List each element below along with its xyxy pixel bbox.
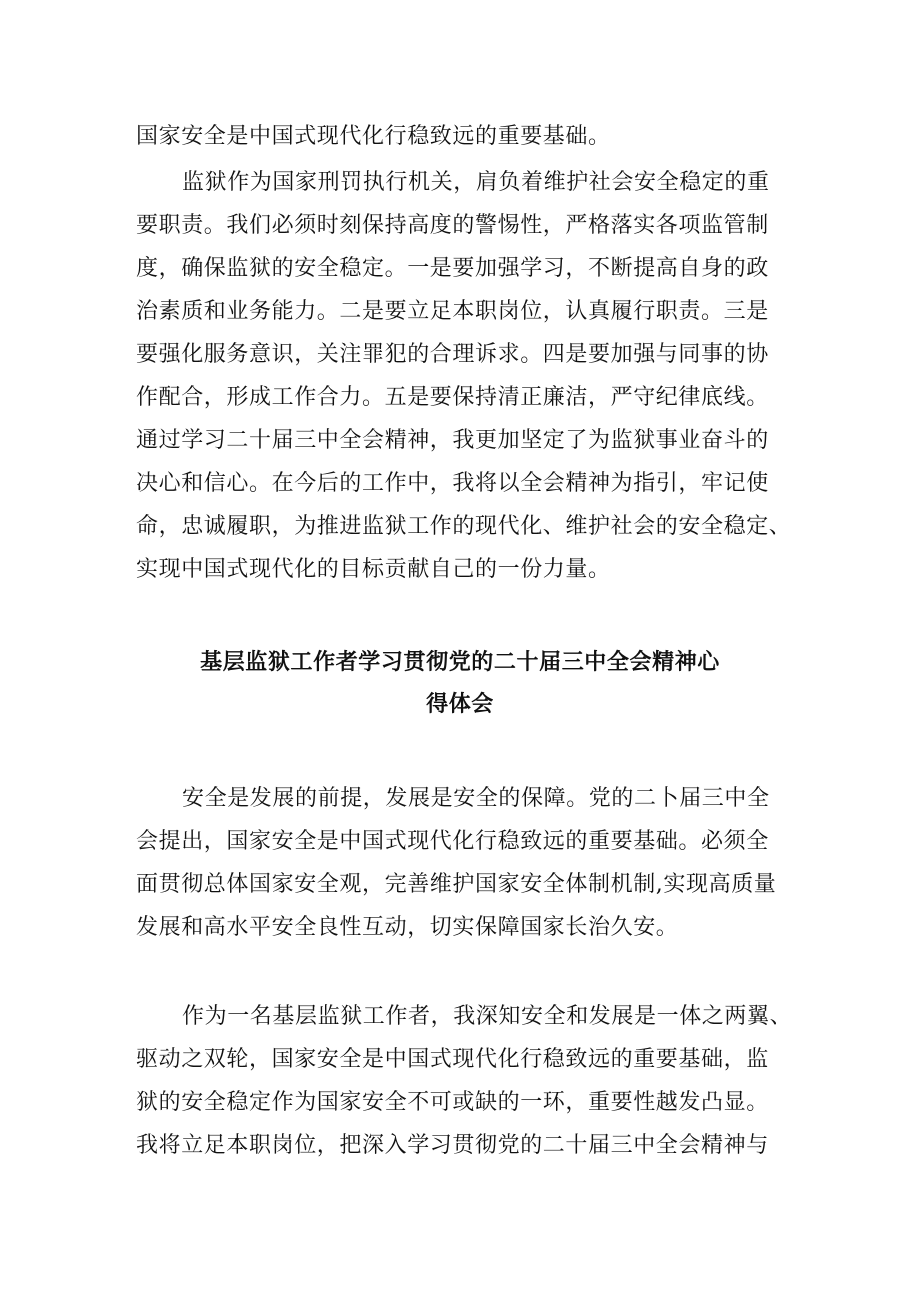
paragraph-2-line-7: 通过学习二十届三中全会精神，我更加坚定了为监狱事业奋斗的 xyxy=(136,428,769,453)
paragraph-2-line-2: 要职责。我们必须时刻保持高度的警惕性，严格落实各项监管制 xyxy=(136,213,769,238)
article-title-line-2: 得体会 xyxy=(426,692,494,717)
paragraph-2-line-5: 要强化服务意识，关注罪犯的合理诉求。四是要加强与同事的协 xyxy=(136,342,769,367)
paragraph-2-line-9: 命，忠诚履职，为推进监狱工作的现代化、维护社会的安全稳定、 xyxy=(136,514,792,539)
paragraph-4-line-3: 狱的安全稳定作为国家安全不可或缺的一环，重要性越发凸显。 xyxy=(136,1090,769,1115)
paragraph-4-line-1: 作为一名基层监狱工作者，我深知安全和发展是一体之两翼、 xyxy=(182,1004,793,1029)
paragraph-3-line-1: 安全是发展的前提，发展是安全的保障。党的二卜届三中全 xyxy=(182,786,770,811)
paragraph-2-line-10: 实现中国式现代化的目标贡献自己的一份力量。 xyxy=(136,557,611,582)
paragraph-4-line-2: 驱动之双轮，国家安全是中国式现代化行稳致远的重要基础，监 xyxy=(136,1047,769,1072)
paragraph-3-line-2: 会提出，国家安全是中国式现代化行稳致远的重要基础。必须全 xyxy=(136,829,769,854)
paragraph-3-line-4: 发展和高水平安全良性互动，切实保障国家长治久安。 xyxy=(136,915,679,940)
paragraph-4-line-4: 我将立足本职岗位，把深入学习贯彻党的二十届三中全会精神与 xyxy=(136,1133,769,1158)
paragraph-2-line-6: 作配合，形成工作合力。五是要保持清正廉洁，严守纪律底线。 xyxy=(136,385,769,410)
paragraph-2-line-8: 决心和信心。在今后的工作中，我将以全会精神为指引，牢记使 xyxy=(136,471,769,496)
paragraph-2-line-1: 监狱作为国家刑罚执行机关，肩负着维护社会安全稳定的重 xyxy=(182,170,770,195)
paragraph-2-line-4: 治素质和业务能力。二是要立足本职岗位，认真履行职责。三是 xyxy=(136,299,769,324)
paragraph-2-line-3: 度，确保监狱的安全稳定。一是要加强学习，不断提高自身的政 xyxy=(136,256,769,281)
article-title-line-1: 基层监狱工作者学习贯彻党的二十届三中全会精神心 xyxy=(200,650,720,675)
paragraph-3-line-3: 面贯彻总体国家安全观，完善维护国家安全体制机制,实现高质量 xyxy=(136,872,777,897)
paragraph-1-line-1: 国家安全是中国式现代化行稳致远的重要基础。 xyxy=(136,124,611,149)
